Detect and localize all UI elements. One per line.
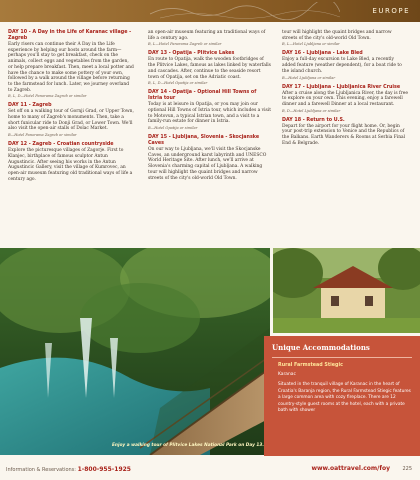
day-title: DAY 17 - Ljubljana - Ljubljanica River Cruise xyxy=(282,84,401,90)
website-link[interactable]: www.oattravel.com/foy xyxy=(311,465,390,472)
hotel-description: Situated in the tranquil village of Karanac in the heart of Croatia's Baranja region, the Rural Farmstead Stiegic features a large common area with cozy fireplace. There are 12 country-style guest rooms at the hotel, each with a private bath with shower xyxy=(278,382,411,413)
hotel-location: Karanac xyxy=(278,372,296,377)
section-brand: EUROPE xyxy=(372,7,410,15)
day-description: After a cruise along the Ljubljanica River, the day is free to explore on your own. This evening, enjoy a farewell dinner and a farewell Dinner at a local restaurant. xyxy=(282,90,408,107)
day-description: Explore the picturesque villages of Zagorje. First to Klanjec, birthplace of famous sculptor Antun Augustincic. After seeing his works in the Antun Augustincic Gallery, visit the village of Kumrovec, an open-air museum featuring old traditional ways of life a century ago. xyxy=(8,148,133,182)
photo-caption-bar xyxy=(0,441,270,455)
day-description: Set off on a walking tour of Gornji Grad, or Upper Town, home to many of Zagreb's monuments. Then, take a short funicular ride to Donji Grad, or Lower Town. We'll also visit the open-air stalls of Dolac Market. xyxy=(8,109,134,132)
day-title: DAY 15 - Ljubljana, Slovenia - Skocjanske Caves xyxy=(148,135,260,147)
farmstead-photo xyxy=(273,248,420,333)
day-title: DAY 13 - Opatija - Plitvice Lakes xyxy=(148,51,235,57)
meals-hotel-note: B, L, D—Hotel Opatija or similar xyxy=(148,81,208,86)
day-description: Early risers can continue their A Day in the Life experience by helping our hosts around the farm—perhaps you'll stay to get breakfast, check on the animals, collect eggs and vegetables from the garden, or help prepare breakfast. Then, meet a local potter and have the chance to make some pottery of your own, followed by a walk around the village before returning to the farmstead for lunch. Later, we journey overland to Zagreb. xyxy=(8,42,134,93)
day-description: tour will highlight the quaint bridges and narrow streets of the city's old-world Old Town. xyxy=(282,30,392,41)
day-title: DAY 14 - Opatija - Optional Hill Towns of Istria tour xyxy=(148,90,257,102)
top-banner xyxy=(0,0,420,22)
plitvice-lakes-photo xyxy=(0,248,270,455)
hotel-name: Rural Farmstead Stiegic xyxy=(278,363,343,368)
meals-hotel-note: B, L—Hotel Ljubljana or similar xyxy=(282,42,340,47)
phone-number[interactable]: 1-800-955-1925 xyxy=(77,466,131,473)
itinerary-column-1 xyxy=(8,30,134,183)
day-description: Depart for the airport for your flight home. Or, begin your post-trip extension to Venice and the Republics of the Balkans. Earth Wanderers & Rooms at Serbia Final End & Belgrade. xyxy=(282,123,406,146)
unique-accommodations-box xyxy=(264,336,420,456)
day-description: On our way to Ljubljana, we'll visit the Skocjanske Caves, an underground karst labyrinth and UNESCO World Heritage Site. After lunch, we'll arrive at Slovenia's charming capital of Ljubljana. A walking tour will highlight the quaint bridges and narrow streets of the city's old-world Old Town. xyxy=(148,147,267,181)
day-title: DAY 16 - Ljubljana - Lake Bled xyxy=(282,51,363,57)
day-description: an open-air museum featuring an traditional ways of life a century ago. xyxy=(148,30,266,41)
meals-hotel-note: B, L, D—Hotel Panorama Zagreb or similar xyxy=(8,94,87,99)
meals-hotel-note: B, D—Hotel Ljubljana or similar xyxy=(282,108,341,113)
divider xyxy=(272,357,412,358)
day-title: DAY 10 - A Day in the Life of Karanac village - Zagreb xyxy=(8,30,132,41)
meals-hotel-note: B, L—Hotel Panorama Zagreb or similar xyxy=(148,42,222,47)
itinerary-column-2 xyxy=(148,30,272,182)
day-title: DAY 12 - Zagreb - Croatian countryside xyxy=(8,142,114,148)
itinerary-column-3 xyxy=(282,30,408,147)
day-title: DAY 11 - Zagreb xyxy=(8,103,52,109)
day-title: DAY 18 - Return to U.S. xyxy=(282,117,345,123)
day-description: Today is at leisure in Opatija, or you may join our optional Hill Towns of Istria tour, which includes a visit to Motovun, a typical Istrian town, and a visit to a family-run estate for dinner in Istria. xyxy=(148,102,271,125)
meals-hotel-note: B—Hotel Opatija or similar xyxy=(148,126,198,131)
reservations-info xyxy=(6,466,131,473)
accommodations-heading: Unique Accommodations xyxy=(272,343,370,352)
map-ornament-icon xyxy=(150,2,340,20)
page-number: 225 xyxy=(402,466,412,472)
meals-hotel-note: B—Hotel Ljubljana or similar xyxy=(282,75,336,80)
photo-caption: Enjoy a walking tour of Plitvice Lakes National Park on Day 13. xyxy=(112,443,264,448)
reservations-label: Information & Reservations: xyxy=(6,467,76,473)
meals-hotel-note: B—Hotel Panorama Zagreb or similar xyxy=(8,133,77,138)
day-description: Enjoy a full-day excursion to Lake Bled, a recently added feature (weather dependent), for a boat ride to the island church. xyxy=(282,57,402,74)
day-description: En route to Opatija, walk the wooden footbridges of the Plitvice Lakes, famous as lakes linked by waterfalls and cascades. After, continue to the seaside resort town of Opatija, set on the Adriatic coast. xyxy=(148,57,271,80)
page-footer xyxy=(0,458,420,480)
